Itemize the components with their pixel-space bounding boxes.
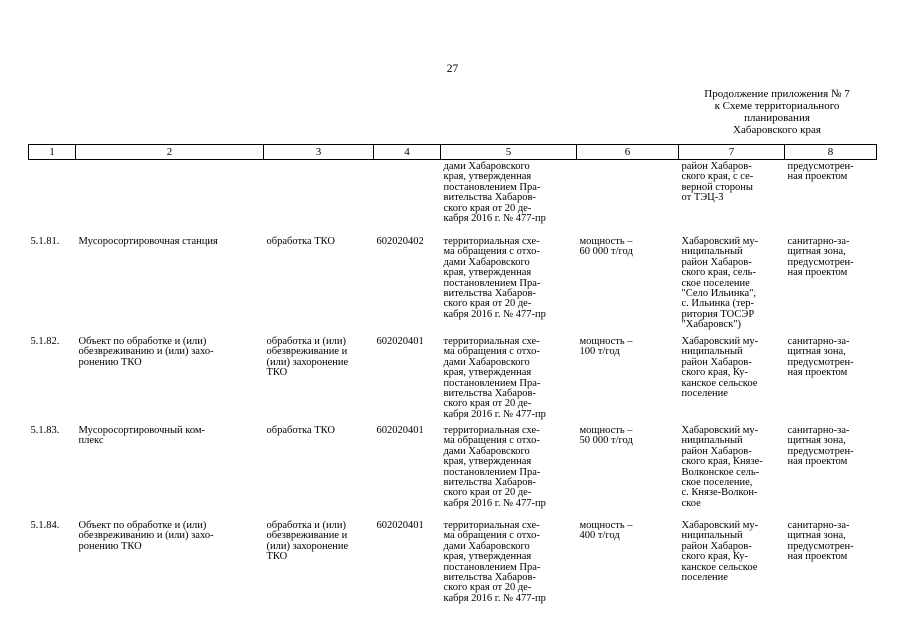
object-name-text: Объект по обработке и (или) обезвреживанию и (или) захо- ронению ТКО	[78, 336, 214, 368]
object-capacity-text: мощность – 400 т/год	[579, 520, 633, 542]
appendix-note-line: к Схеме территориального	[714, 100, 840, 112]
object-location	[679, 520, 785, 611]
cell-purpose	[264, 160, 374, 237]
object-name-text: Мусоросортировочная станция	[78, 236, 218, 247]
object-location-text: Хабаровский му- ниципальный район Хабаров- ского края, Ку- канское сельское поселение	[681, 336, 759, 400]
column-number-header: 6	[577, 145, 679, 160]
object-purpose	[264, 236, 374, 336]
cell-num	[29, 160, 76, 237]
column-number-header: 5	[441, 145, 577, 160]
object-capacity	[577, 520, 679, 611]
row-number: 5.1.81.	[30, 236, 60, 247]
object-purpose-text: обработка ТКО	[266, 425, 336, 436]
objects-table	[28, 144, 877, 611]
object-zone	[785, 520, 877, 611]
object-name-text: Мусоросортировочный ком- плекс	[78, 425, 206, 447]
column-number-header: 7	[679, 145, 785, 160]
row-number: 5.1.82.	[30, 336, 60, 347]
row-number: 5.1.83.	[30, 425, 60, 436]
object-zone-text: санитарно-за- щитная зона, предусмотрен- ная проектом	[787, 520, 854, 563]
object-basis-text: территориальная схе- ма обращения с отхо- дами Хабаровского края, утвержденная постановлением Пра- вительства Хабаров- ского края от 20 де- кабря 2016 г. № 477-пр	[443, 236, 546, 320]
object-location-text: Хабаровский му- ниципальный район Хабаров- ского края, сель- ское поселение "Село Ильинка", с. Ильинка (тер- ритория ТОСЭР "Хабаровск")	[681, 236, 759, 331]
object-name	[76, 520, 264, 611]
cell-code	[374, 160, 441, 237]
object-zone-text: санитарно-за- щитная зона, предусмотрен- ная проектом	[787, 336, 854, 379]
page-number: 27	[446, 63, 459, 75]
basis-text: дами Хабаровского края, утвержденная постановлением Пра- вительства Хабаров- ского края от 20 де- кабря 2016 г. № 477-пр	[443, 161, 546, 225]
object-location-text: Хабаровский му- ниципальный район Хабаров- ского края, Князе- Волконское сель- ское поселение, с. Князе-Волкон- ское	[681, 425, 763, 509]
object-basis	[441, 336, 577, 425]
cell-location	[679, 160, 785, 237]
object-purpose	[264, 425, 374, 520]
object-capacity	[577, 236, 679, 336]
object-purpose	[264, 336, 374, 425]
object-code: 602020401	[376, 336, 424, 347]
object-capacity-text: мощность – 100 т/год	[579, 336, 633, 358]
object-zone-text: санитарно-за- щитная зона, предусмотрен- ная проектом	[787, 425, 854, 468]
table-row	[29, 520, 877, 611]
object-capacity	[577, 425, 679, 520]
object-capacity-text: мощность – 60 000 т/год	[579, 236, 633, 258]
object-capacity-text: мощность – 50 000 т/год	[579, 425, 633, 447]
table-row	[29, 236, 877, 336]
column-numbers-row	[29, 145, 877, 160]
cell-capacity	[577, 160, 679, 237]
row-number: 5.1.84.	[30, 520, 60, 531]
object-location	[679, 236, 785, 336]
object-name-text: Объект по обработке и (или) обезвреживанию и (или) захо- ронению ТКО	[78, 520, 214, 552]
object-code: 602020402	[376, 236, 424, 247]
column-number-header: 8	[785, 145, 877, 160]
object-zone	[785, 336, 877, 425]
object-zone-text: санитарно-за- щитная зона, предусмотрен- ная проектом	[787, 236, 854, 279]
object-zone	[785, 425, 877, 520]
object-purpose	[264, 520, 374, 611]
object-purpose-text: обработка ТКО	[266, 236, 336, 247]
cell-basis	[441, 160, 577, 237]
object-name	[76, 236, 264, 336]
appendix-note-line: Продолжение приложения № 7	[704, 88, 850, 100]
object-basis-text: территориальная схе- ма обращения с отхо- дами Хабаровского края, утвержденная постановлением Пра- вительства Хабаров- ского края от 20 де- кабря 2016 г. № 477-пр	[443, 336, 546, 420]
object-basis	[441, 236, 577, 336]
object-location	[679, 425, 785, 520]
column-number-header: 1	[29, 145, 76, 160]
column-number-header: 2	[76, 145, 264, 160]
object-purpose-text: обработка и (или) обезвреживание и (или) захоронение ТКО	[266, 520, 349, 563]
cell-name	[76, 160, 264, 237]
column-number-header: 4	[374, 145, 441, 160]
zone-text: предусмотрен- ная проектом	[787, 161, 854, 183]
object-name	[76, 336, 264, 425]
object-location-text: Хабаровский му- ниципальный район Хабаров- ского края, Ку- канское сельское поселение	[681, 520, 759, 584]
appendix-note-line: Хабаровского края	[733, 124, 821, 136]
object-basis-text: территориальная схе- ма обращения с отхо- дами Хабаровского края, утвержденная постановлением Пра- вительства Хабаров- ского края от 20 де- кабря 2016 г. № 477-пр	[443, 520, 546, 604]
object-zone	[785, 236, 877, 336]
table-row	[29, 336, 877, 425]
cell-zone	[785, 160, 877, 237]
object-location	[679, 336, 785, 425]
appendix-note-line: планирования	[744, 112, 810, 124]
object-basis-text: территориальная схе- ма обращения с отхо- дами Хабаровского края, утвержденная постановлением Пра- вительства Хабаров- ского края от 20 де- кабря 2016 г. № 477-пр	[443, 425, 546, 509]
object-capacity	[577, 336, 679, 425]
column-number-header: 3	[264, 145, 374, 160]
location-text: район Хабаров- ского края, с се- верной стороны от ТЭЦ-3	[681, 161, 754, 204]
object-name	[76, 425, 264, 520]
appendix-note	[684, 88, 870, 136]
object-basis	[441, 520, 577, 611]
object-code: 602020401	[376, 520, 424, 531]
object-purpose-text: обработка и (или) обезвреживание и (или) захоронение ТКО	[266, 336, 349, 379]
object-code: 602020401	[376, 425, 424, 436]
continued-row	[29, 160, 877, 237]
object-basis	[441, 425, 577, 520]
table-row	[29, 425, 877, 520]
